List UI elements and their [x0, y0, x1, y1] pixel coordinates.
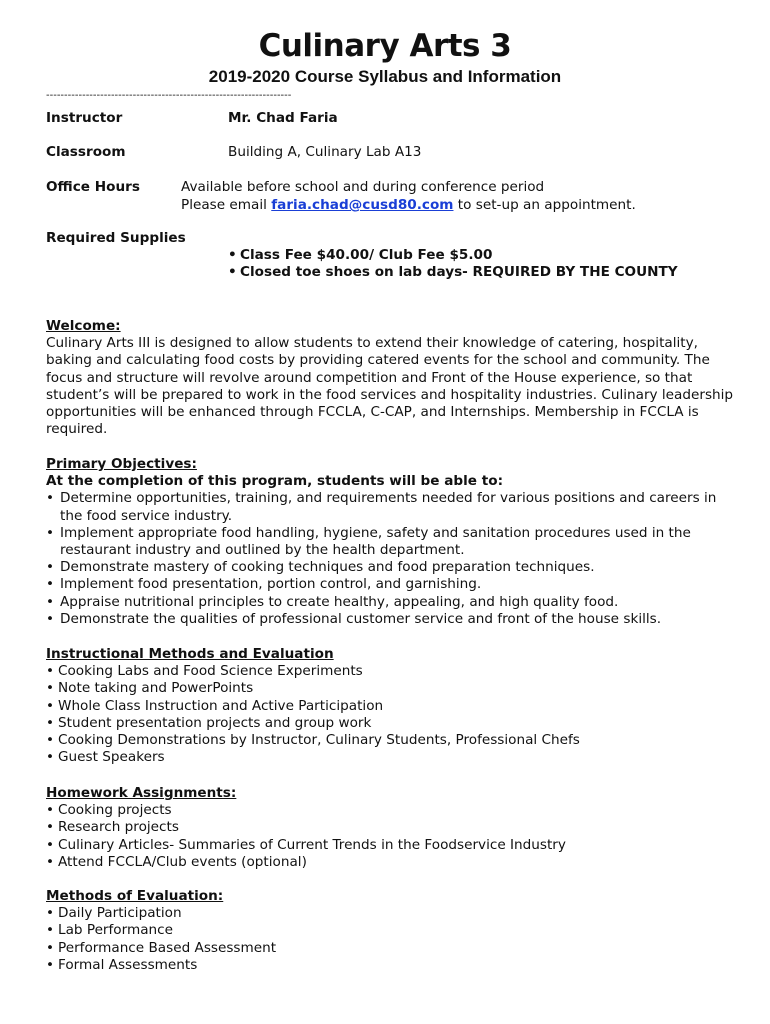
list-item: • Research projects [46, 819, 179, 836]
welcome-body: Culinary Arts III is designed to allow students to extend their knowledge of catering, hospitality, baking and calculating food costs by providing catered events for the school and community. The focus and structure will revolve around competition and Front of the House experience, so that student’s will be prepared to work in the food services and hospitality industries. Culinary leadership opportunities will be enhanced through FCCLA, C-CAP, and Internships. Membership in FCCLA is required. [46, 335, 734, 438]
homework-list [46, 802, 736, 871]
office-hours-line2 [181, 197, 636, 214]
methods-list [46, 663, 736, 766]
page-title: Culinary Arts 3 [258, 28, 512, 64]
bullet-icon: • [228, 264, 237, 281]
bullet-icon: • [46, 524, 55, 541]
bullet-icon: • [46, 819, 55, 836]
list-item: • Cooking Demonstrations by Instructor, Culinary Students, Professional Chefs [46, 732, 580, 749]
bullet-icon: • [46, 490, 55, 507]
list-item: • Whole Class Instruction and Active Participation [46, 697, 384, 714]
supplies-label: Required Supplies [46, 230, 186, 246]
welcome-section [46, 318, 736, 438]
evaluation-list [46, 905, 736, 974]
list-item: • Performance Based Assessment [46, 939, 277, 956]
bullet-icon: • [46, 802, 55, 819]
list-item: • Appraise nutritional principles to create healthy, appealing, and high quality food. [46, 593, 619, 610]
page-subtitle: 2019-2020 Course Syllabus and Information [208, 67, 562, 86]
bullet-icon: • [46, 836, 55, 853]
office-hours-pre: Please email [181, 197, 272, 213]
divider-rule: -------------------------------------------------------------------- [46, 90, 292, 101]
supplies-list [228, 247, 678, 281]
list-item: • Attend FCCLA/Club events (optional) [46, 853, 307, 870]
bullet-icon: • [46, 663, 55, 680]
bullet-icon: • [46, 939, 55, 956]
list-item: • Guest Speakers [46, 749, 165, 766]
bullet-icon: • [228, 247, 237, 263]
bullet-icon: • [46, 853, 55, 870]
list-item: • Implement food presentation, portion control, and garnishing. [46, 576, 482, 593]
list-item: • Determine opportunities, training, and requirements needed for various positions and careers in the food service industry. [46, 490, 717, 524]
list-item: • Implement appropriate food handling, hygiene, safety and sanitation procedures used in the restaurant industry and outlined by the health department. [46, 524, 691, 559]
office-hours-line1: Available before school and during conference period [181, 179, 545, 195]
classroom-label: Classroom [46, 144, 126, 160]
list-item: • Closed toe shoes on lab days- REQUIRED BY THE COUNTY [228, 264, 678, 281]
bullet-icon: • [46, 593, 55, 610]
instructor-value: Mr. Chad Faria [228, 110, 338, 126]
objectives-intro: At the completion of this program, students will be able to: [46, 473, 504, 490]
list-item: • Cooking projects [46, 802, 172, 819]
instructor-label: Instructor [46, 110, 123, 126]
office-hours-post: to set-up an appointment. [453, 197, 636, 213]
classroom-value: Building A, Culinary Lab A13 [228, 144, 422, 160]
section-heading: Instructional Methods and Evaluation [46, 646, 334, 662]
bullet-icon: • [46, 714, 55, 731]
list-item: • Demonstrate the qualities of professional customer service and front of the house skills. [46, 610, 662, 627]
office-hours-label: Office Hours [46, 179, 140, 195]
evaluation-section [46, 888, 736, 974]
bullet-icon: • [46, 559, 55, 576]
list-item: • Formal Assessments [46, 956, 198, 973]
homework-section [46, 785, 736, 871]
list-item: • Class Fee $40.00/ Club Fee $5.00 [228, 247, 493, 263]
bullet-icon: • [46, 749, 55, 766]
methods-section [46, 646, 736, 766]
bullet-icon: • [46, 922, 55, 939]
objectives-section [46, 456, 736, 628]
instructor-email-link[interactable]: faria.chad@cusd80.com [271, 197, 454, 213]
section-heading: Homework Assignments: [46, 785, 237, 801]
list-item: • Daily Participation [46, 905, 182, 922]
list-item: • Demonstrate mastery of cooking techniques and food preparation techniques. [46, 559, 595, 576]
section-heading: Methods of Evaluation: [46, 888, 224, 904]
list-item: • Lab Performance [46, 922, 173, 939]
bullet-icon: • [46, 610, 55, 627]
bullet-icon: • [46, 697, 55, 714]
section-heading: Primary Objectives: [46, 456, 197, 472]
list-item: • Student presentation projects and group work [46, 714, 372, 731]
bullet-icon: • [46, 680, 55, 697]
bullet-icon: • [46, 956, 55, 973]
list-item: • Note taking and PowerPoints [46, 680, 254, 697]
bullet-icon: • [46, 576, 55, 593]
bullet-icon: • [46, 905, 55, 922]
objectives-list [46, 490, 736, 628]
bullet-icon: • [46, 732, 55, 749]
section-heading: Welcome: [46, 318, 121, 334]
list-item: • Culinary Articles- Summaries of Current Trends in the Foodservice Industry [46, 836, 566, 853]
list-item: • Cooking Labs and Food Science Experiments [46, 663, 363, 680]
